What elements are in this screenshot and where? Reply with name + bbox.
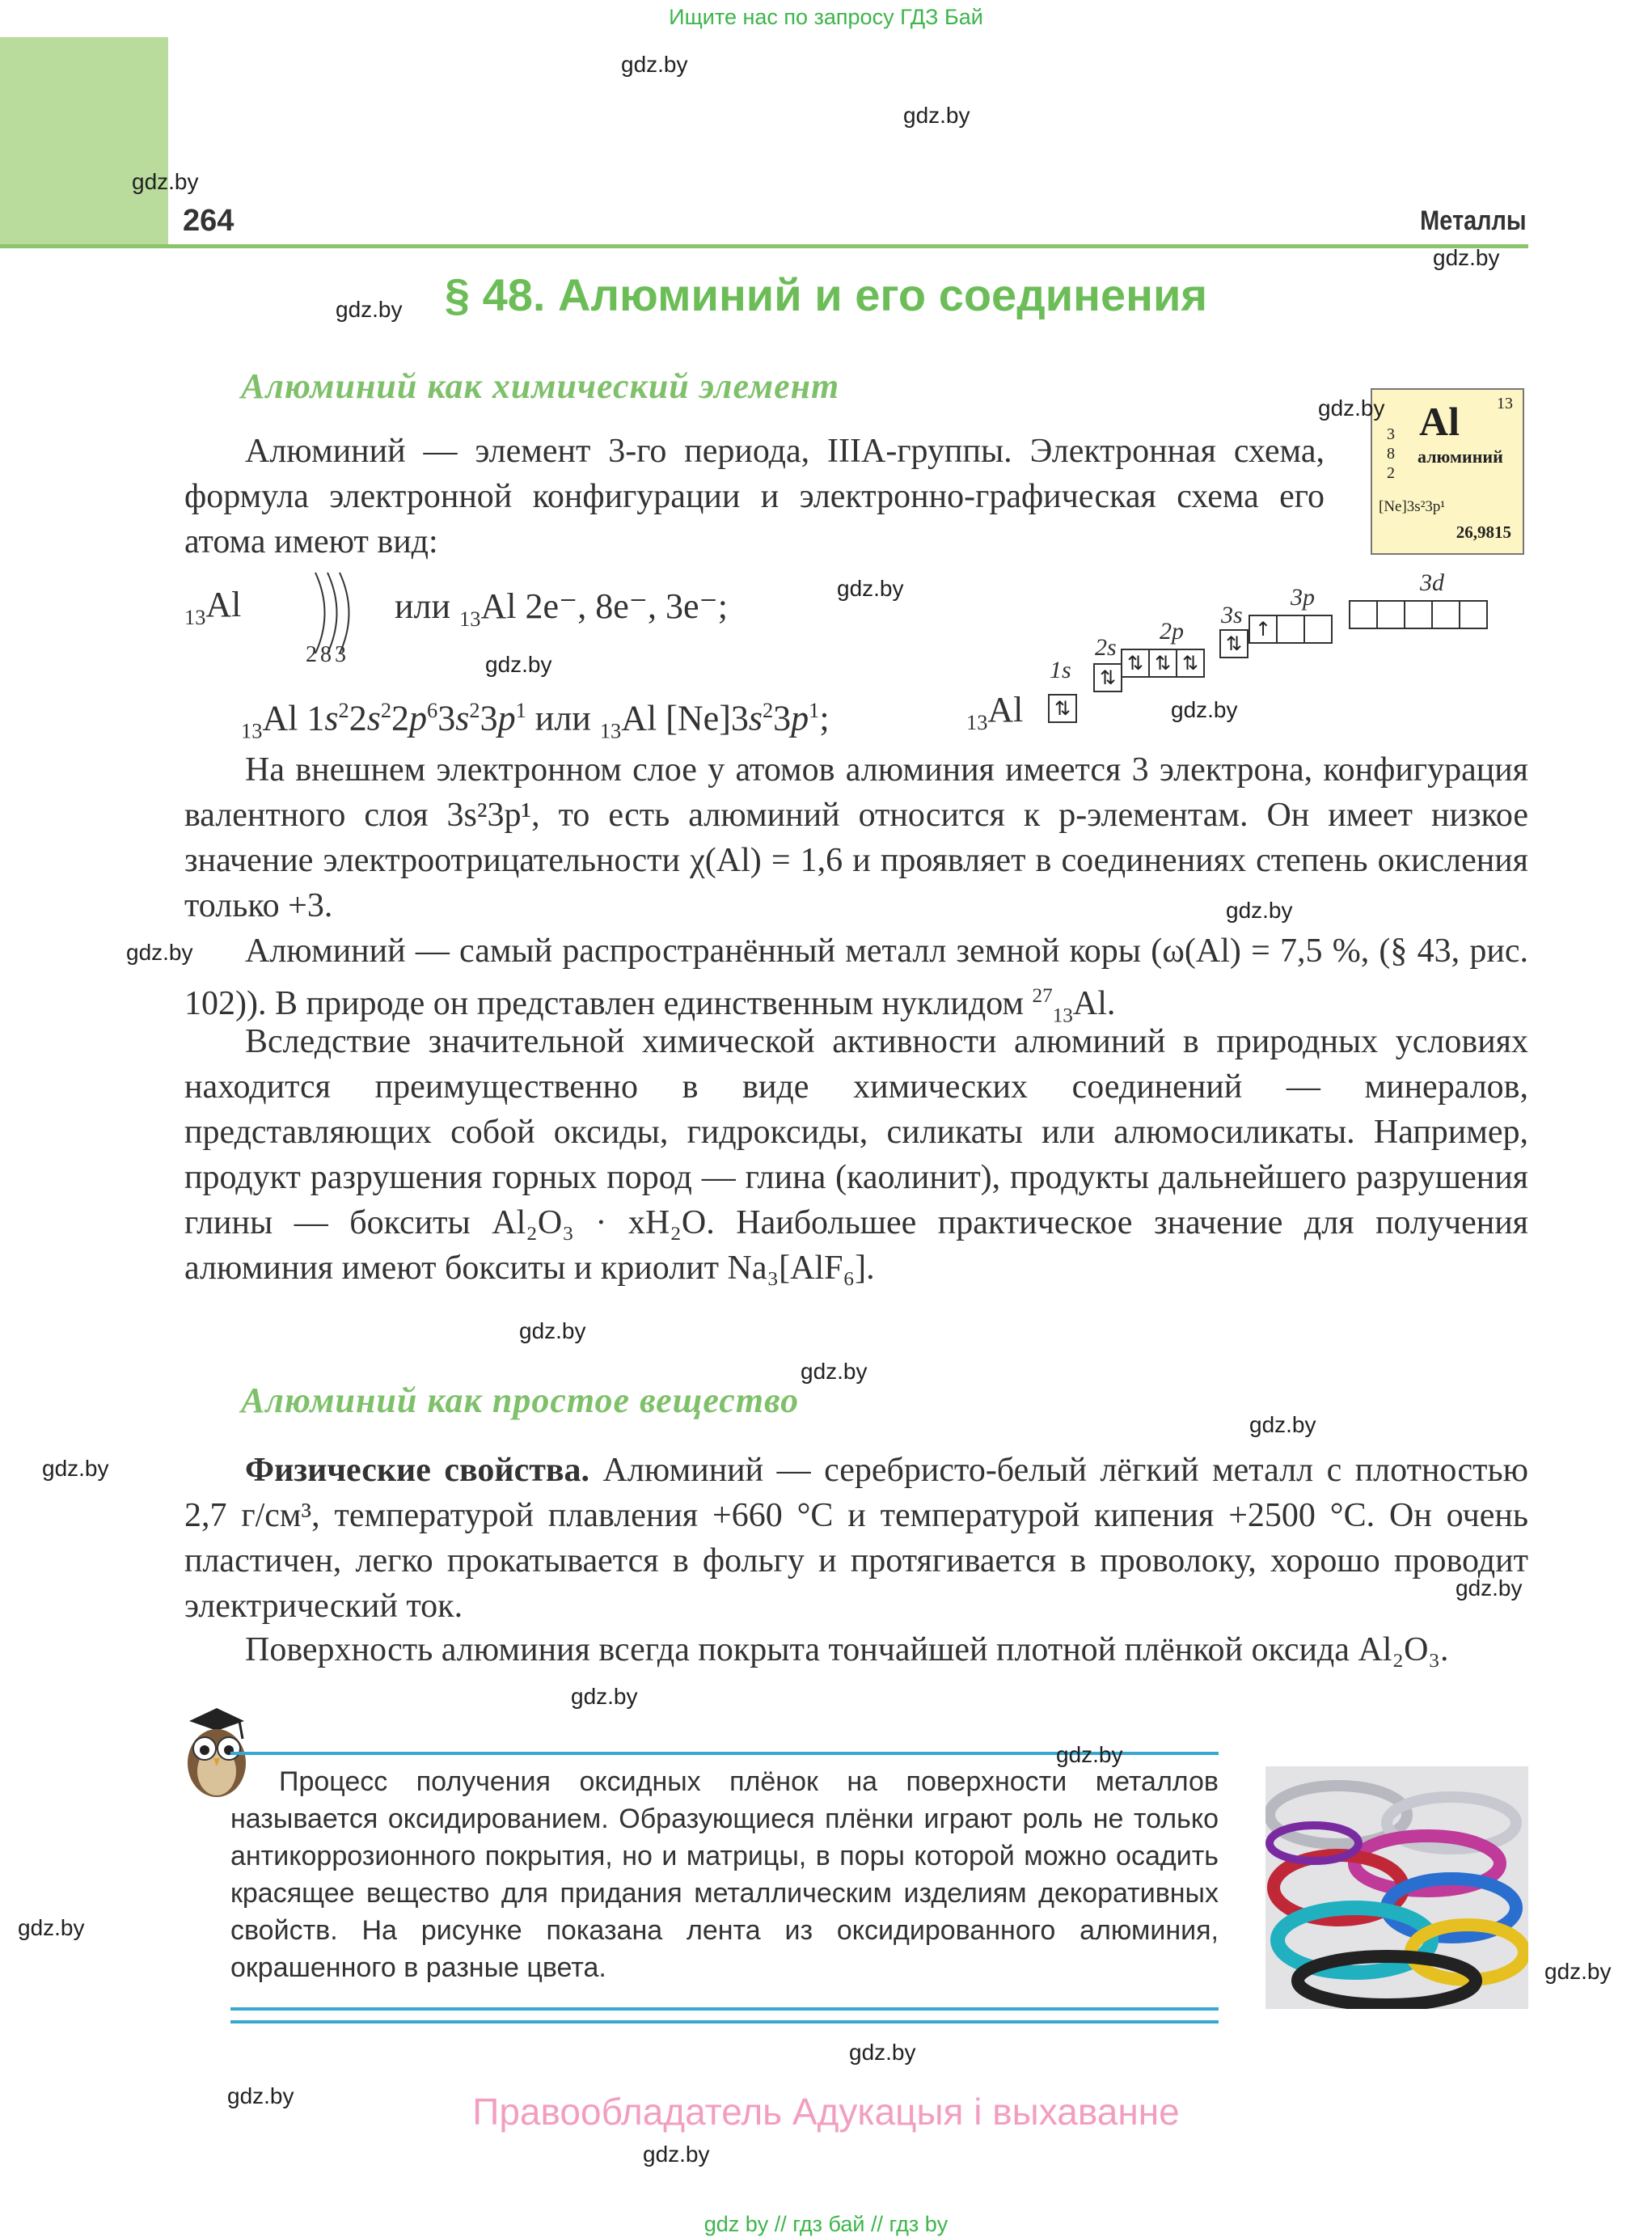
orbital-box: ⇅ bbox=[1176, 649, 1205, 678]
top-banner: Ищите нас по запросу ГДЗ Бай bbox=[669, 5, 983, 29]
page-title: § 48. Алюминий и его соединения bbox=[444, 269, 1208, 320]
element-name: алюминий bbox=[1418, 446, 1503, 467]
atomic-mass: 26,9815 bbox=[1456, 522, 1511, 542]
watermark: gdz.by bbox=[519, 1318, 586, 1343]
info-bottom-rule bbox=[230, 2007, 1219, 2011]
element-card bbox=[1371, 388, 1524, 555]
watermark: gdz.by bbox=[903, 103, 970, 128]
watermark: gdz.by bbox=[837, 576, 904, 601]
paragraph-physical: Физические свойства. Алюминий — серебристо-белый лёгкий металл с плотностью 2,7 г/см³, температурой плавления +660 °C и температурой кипения +2500 °C. Он очень пластичен, легко прокатывается в фольгу и протягивается в проволоку, хорошо проводит электрический ток. bbox=[184, 1452, 1528, 1625]
watermark: gdz.by bbox=[485, 652, 552, 677]
physical-properties-label: Физические свойства. bbox=[245, 1452, 590, 1489]
orbital-box bbox=[1404, 600, 1433, 629]
watermark: gdz.by bbox=[1056, 1742, 1123, 1767]
orbital-box: ⇅ bbox=[1219, 629, 1249, 658]
page-number: 264 bbox=[183, 204, 234, 238]
orbital-box bbox=[1376, 600, 1405, 629]
orbital-box: ⇅ bbox=[1048, 694, 1077, 723]
watermark: gdz.by bbox=[643, 2142, 710, 2167]
watermark: gdz.by bbox=[801, 1359, 868, 1384]
watermark: gdz.by bbox=[1226, 898, 1293, 923]
info-bottom-rule bbox=[230, 2020, 1219, 2023]
electron-configuration: $_{13}$Al $1s^22s^22p^63s^23p^1$ или $_{13}$Al $[Ne]3s^23p^1$; bbox=[241, 698, 830, 743]
watermark: gdz.by bbox=[1249, 1412, 1316, 1437]
shell-count: 8 bbox=[1387, 445, 1395, 463]
info-box-text: Процесс получения оксидных плёнок на поверхности металлов называется оксидированием. Образующиеся плёнки играют роль не только антикоррозионного покрытия, но и матрицы, в поры которой можно осадить красящее вещество для придания металлическим изделиям декоративных свойств. На рисунке показана лента из оксидированного алюминия, окрашенного в разные цвета. bbox=[230, 1766, 1219, 1983]
watermark: gdz.by bbox=[227, 2083, 294, 2108]
paragraph-minerals: Вследствие значительной химической активности алюминий в природных условиях находится преимущественно в виде химических соединений — минералов, представляющих собой оксиды, гидроксиды, силикаты или алюмосиликаты. Например, продукт разрушения горных пород — глина (каолинит), продукты дальнейшего разрушения глины — бокситы Al₂O₃ · xH₂O. Наибольшее практическое значение для получения алюминия имеют бокситы и криолит Na₃[AlF₆]. bbox=[184, 1023, 1528, 1287]
bottom-links[interactable]: gdz by // гдз бай // гдз by bbox=[703, 2212, 949, 2236]
page-corner-tab bbox=[0, 37, 168, 246]
watermark: gdz.by bbox=[1171, 697, 1238, 722]
orbital-box bbox=[1459, 600, 1488, 629]
watermark: gdz.by bbox=[1318, 395, 1385, 421]
watermark: gdz.by bbox=[132, 169, 199, 194]
orbital-label: 3s bbox=[1221, 602, 1243, 628]
element-symbol: Al bbox=[1419, 399, 1460, 444]
watermark: gdz.by bbox=[1544, 1959, 1612, 1984]
orbital-box bbox=[1303, 615, 1333, 644]
orbital-label: 3d bbox=[1420, 569, 1444, 596]
paragraph-oxide: Поверхность алюминия всегда покрыта тончайшей плотной плёнкой оксида Al₂O₃. bbox=[245, 1631, 1449, 1668]
section-heading-element: Алюминий как химический элемент bbox=[241, 366, 840, 406]
orbital-box bbox=[1431, 600, 1460, 629]
watermark: gdz.by bbox=[571, 1684, 638, 1709]
paragraph-intro: Алюминий — элемент 3-го периода, IIIA-группы. Электронная схема, формула электронной конфигурации и электронно-графическая схема его атома имеют вид: bbox=[184, 433, 1325, 560]
orbital-box: ⇅ bbox=[1121, 649, 1150, 678]
orbital-box: ↑ bbox=[1249, 615, 1278, 644]
orbital-box bbox=[1349, 600, 1378, 629]
paragraph-abundance: Алюминий — самый распространённый металл земной коры (ω(Al) = 7,5 %, (§ 43, рис. 102)). В природе он представлен единственным нуклидом $^{27}_{13}$Al. bbox=[184, 932, 1528, 1027]
electron-scheme: $_{13}$Al bbox=[184, 585, 242, 629]
shell-count: 2 bbox=[1387, 464, 1395, 482]
orbital-box: ⇅ bbox=[1148, 649, 1177, 678]
electron-formula: или $_{13}$Al 2e⁻, 8e⁻, 3e⁻; bbox=[395, 586, 728, 631]
header-rule bbox=[0, 244, 1528, 248]
orbital-label: 1s bbox=[1050, 657, 1071, 683]
anodized-aluminium-ribbon-image bbox=[1265, 1766, 1528, 2009]
watermark: gdz.by bbox=[42, 1456, 109, 1481]
orbital-label: 2p bbox=[1160, 618, 1184, 645]
orbital-box bbox=[1276, 615, 1305, 644]
watermark: gdz.by bbox=[849, 2040, 916, 2065]
watermark: gdz.by bbox=[18, 1915, 85, 1940]
watermark: gdz.by bbox=[126, 940, 193, 965]
shell-digits: 283 bbox=[306, 642, 349, 667]
watermark: gdz.by bbox=[336, 297, 403, 322]
copyright-notice: Правообладатель Адукацыя і выхаванне bbox=[472, 2091, 1180, 2133]
atomic-number: 13 bbox=[1497, 395, 1513, 412]
orbital-label: 3p bbox=[1291, 584, 1315, 611]
orbital-box: ⇅ bbox=[1093, 663, 1122, 692]
orbital-diagram-label: $_{13}$Al bbox=[966, 690, 1024, 734]
paragraph-valence: На внешнем электронном слое у атомов алюминия имеется 3 электрона, конфигурация валентного слоя 3s²3p¹, то есть алюминий относится к p-элементам. Он имеет низкое значение электроотрицательности χ(Al) = 1,6 и проявляет в соединениях степень окисления только +3. bbox=[184, 751, 1528, 924]
watermark: gdz.by bbox=[1433, 245, 1500, 270]
watermark: gdz.by bbox=[1456, 1575, 1523, 1601]
running-head: Металлы bbox=[1420, 205, 1527, 236]
shell-count: 3 bbox=[1387, 425, 1395, 443]
element-configuration: [Ne]3s²3p¹ bbox=[1379, 498, 1446, 515]
orbital-label: 2s bbox=[1095, 634, 1117, 661]
watermark: gdz.by bbox=[621, 52, 688, 77]
section-heading-substance: Алюминий как простое вещество bbox=[241, 1381, 800, 1420]
